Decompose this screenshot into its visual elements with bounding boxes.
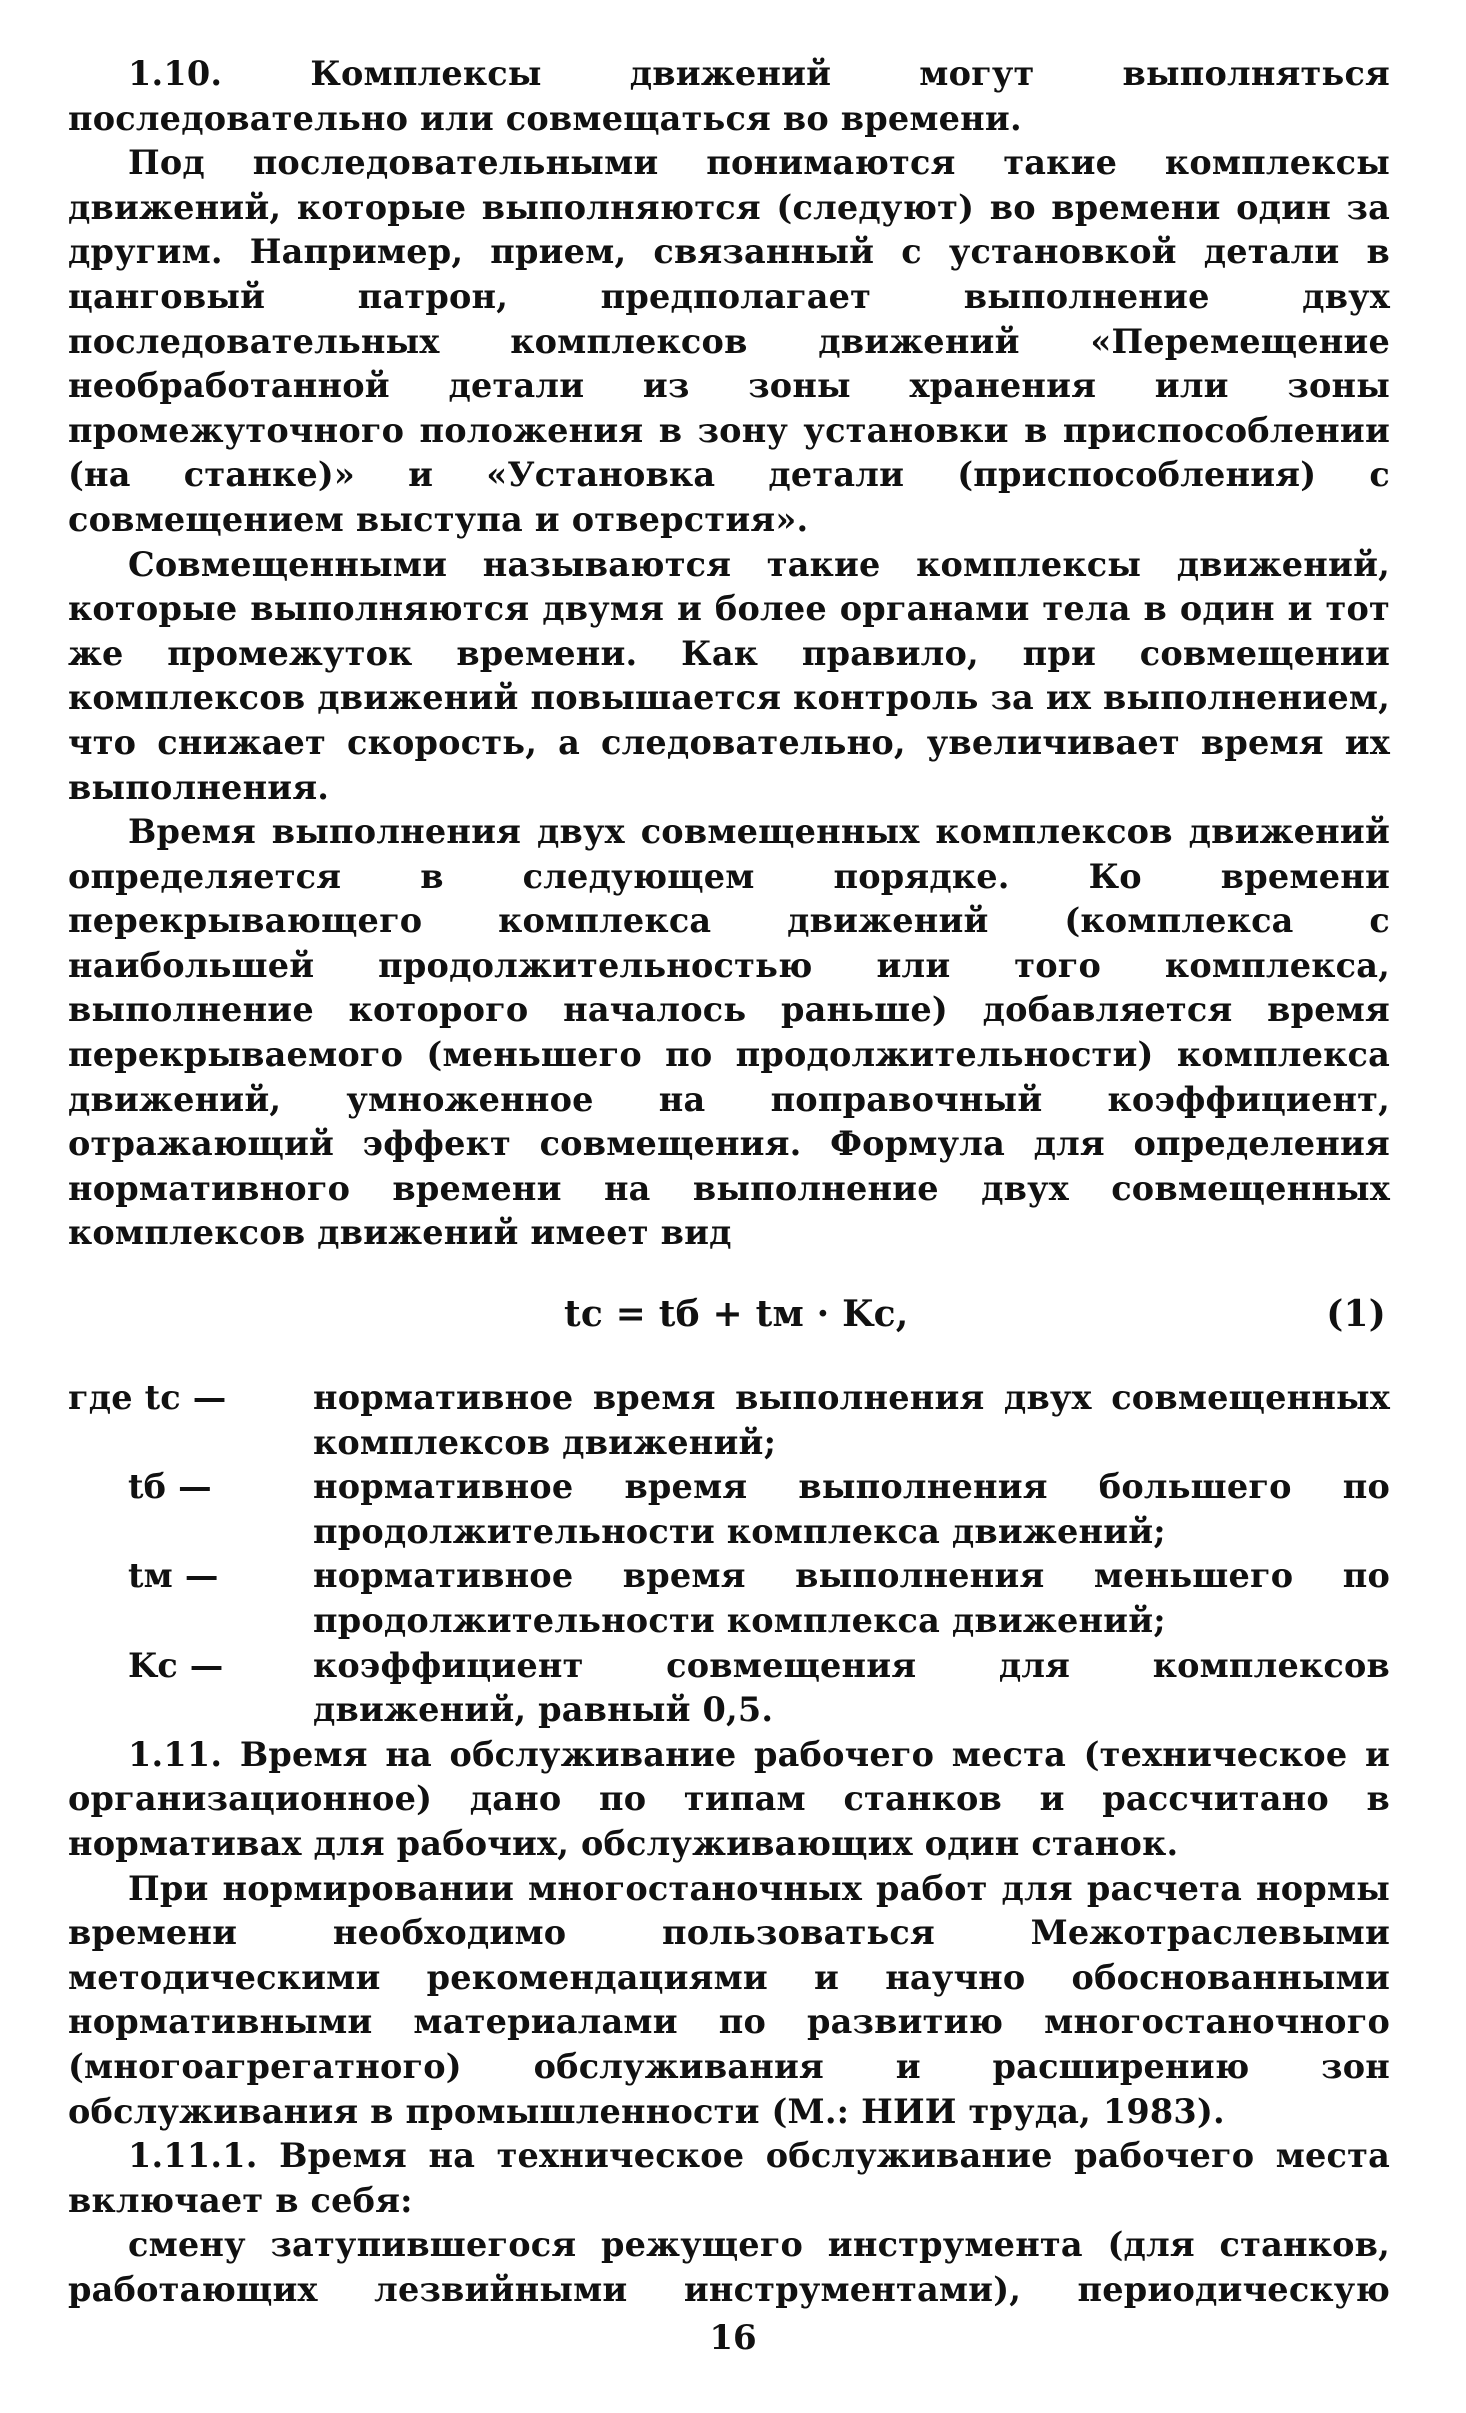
formula-definitions	[68, 1376, 1390, 1733]
definition-item	[68, 1644, 1390, 1733]
definition-text: нормативное время выполнения большего по продолжительности комплекса движений;	[313, 1467, 1390, 1551]
paragraph-sequential: Под последовательными понимаются такие комплексы движений, которые выполняются (следуют) во времени один за другим. Например, прием, связанный с установкой детали в цанговый патрон, предполагает выполнение двух последовательных комплексов движений «Перемещение необработанной детали из зоны хранения или зоны промежуточного положения в зону установки в приспособлении (на станке)» и «Установка детали (приспособления) с совмещением выступа и отверстия».	[68, 143, 1390, 539]
formula-block	[68, 1284, 1390, 1370]
definition-text: нормативное время выполнения двух совмещенных комплексов движений;	[313, 1378, 1390, 1462]
definition-text: нормативное время выполнения меньшего по продолжительности комплекса движений;	[313, 1556, 1390, 1640]
formula-number: (1)	[1326, 1293, 1386, 1336]
paragraph-1-10: 1.10. Комплексы движений могут выполняться последовательно или совмещаться во времени.	[68, 54, 1390, 138]
paragraph-time-calc: Время выполнения двух совмещенных комплексов движений определяется в следующем порядке. Ко времени перекрывающего комплекса движений (комплекса с наибольшей продолжительностью или того комплекса, выполнение которого началось раньше) добавляется время перекрываемого (меньшего по продолжительности) комплекса движений, умноженное на поправочный коэффициент, отражающий эффект совмещения. Формула для определения нормативного времени на выполнение двух совмещенных комплексов движений имеет вид	[68, 812, 1390, 1253]
paragraph-combined: Совмещенными называются такие комплексы движений, которые выполняются двумя и более органами тела в один и тот же промежуток времени. Как правило, при совмещении комплексов движений повышается контроль за их выполнением, что снижает скорость, а следовательно, увеличивает время их выполнения.	[68, 544, 1390, 807]
paragraph-1-11-1: 1.11.1. Время на техническое обслуживание рабочего места включает в себя:	[68, 2136, 1390, 2220]
definition-symbol: где tс —	[68, 1378, 227, 1418]
paragraph-multi-machine: При нормировании многостаночных работ для расчета нормы времени необходимо пользоваться Межотраслевыми методическими рекомендациями и научно обоснованными нормативными материалами по развитию многостаночного (многоагрегатного) обслуживания и расширению зон обслуживания в промышленности (М.: НИИ труда, 1983).	[68, 1868, 1390, 2131]
paragraph-tool-change: смену затупившегося режущего инструмента (для станков, работающих лезвийными инструментами), периодическую	[68, 2225, 1390, 2309]
definition-item	[68, 1376, 1390, 1465]
definition-item	[68, 1554, 1390, 1643]
paragraph-1-11: 1.11. Время на обслуживание рабочего места (техническое и организационное) дано по типам станков и рассчитано в нормативах для рабочих, обслуживающих один станок.	[68, 1734, 1390, 1863]
definition-symbol: Kс —	[128, 1645, 224, 1685]
page-body	[68, 52, 1390, 2313]
formula-expression: tс = tб + tм · Kс,	[564, 1293, 909, 1336]
page-number: 16	[709, 2318, 757, 2358]
definition-text: коэффициент совмещения для комплексов движений, равный 0,5.	[313, 1645, 1390, 1730]
definition-symbol: tб —	[128, 1467, 212, 1507]
definition-item	[68, 1465, 1390, 1554]
definition-symbol: tм —	[128, 1556, 219, 1596]
